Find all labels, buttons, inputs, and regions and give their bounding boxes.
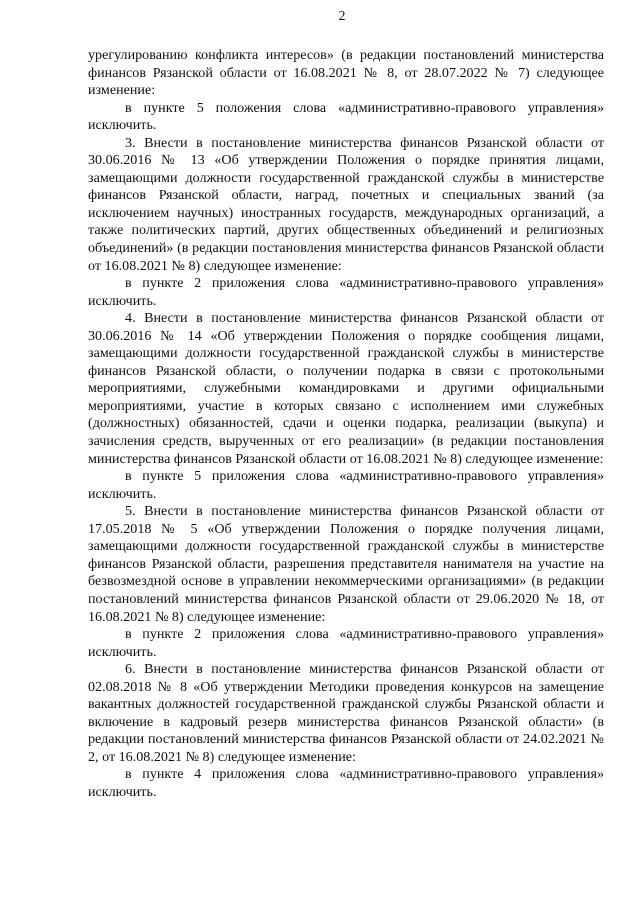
paragraph-6: в пункте 5 приложения слова «административно-правового управления» исключить.: [88, 468, 604, 502]
paragraph-1: урегулированию конфликта интересов» (в редакции постановлений министерства финансов Рязанской области от 16.08.2021 № 8, от 28.07.2022 № 7) следующее изменение:: [88, 47, 604, 99]
page-number: 2: [338, 9, 346, 24]
document-body: [88, 47, 604, 802]
paragraph-2: в пункте 5 положения слова «административно-правового управления» исключить.: [88, 99, 604, 134]
document-page: [88, 8, 604, 802]
paragraph-10: в пункте 4 приложения слова «административно-правового управления» исключить.: [88, 766, 604, 800]
paragraph-3: 3. Внести в постановление министерства финансов Рязанской области от 30.06.2016 № 13 «Об утверждении Положения о порядке принятия лицами, замещающими должности государственной гражданской службы в министерстве финансов Рязанской области, наград, почетных и специальных званий (за исключением научных) иностранных государств, международных организаций, а также политических партий, других общественных объединений и религиозных объединений» (в редакции постановления министерства финансов Рязанской области от 16.08.2021 № 8) следующее изменение:: [88, 134, 604, 274]
paragraph-5: 4. Внести в постановление министерства финансов Рязанской области от 30.06.2016 № 14 «Об утверждении Положения о порядке сообщения лицами, замещающими должности государственной гражданской службы в министерстве финансов Рязанской области, о получении подарка в связи с протокольными мероприятиями, служебными командировками и другими официальными мероприятиями, участие в которых связано с исполнением ими служебных (должностных) обязанностей, сдачи и оценки подарка, реализации (выкупа) и зачисления средств, вырученных от его реализации» (в редакции постановления министерства финансов Рязанской области от 16.08.2021 № 8) следующее изменение:: [88, 310, 604, 467]
paragraph-7: 5. Внести в постановление министерства финансов Рязанской области от 17.05.2018 № 5 «Об утверждении Положения о порядке получения лицами, замещающими должности государственной гражданской службы в министерстве финансов Рязанской области, разрешения представителя нанимателя на участие на безвозмездной основе в управлении некоммерческими организациями» (в редакции постановлений министерства финансов Рязанской области от 29.06.2020 № 18, от 16.08.2021 № 8) следующее изменение:: [88, 503, 604, 625]
paragraph-9: 6. Внести в постановление министерства финансов Рязанской области от 02.08.2018 № 8 «Об утверждении Методики проведения конкурсов на замещение вакантных должностей государственной гражданской службы Рязанской области и включение в кадровый резерв министерства финансов Рязанской области» (в редакции постановлений министерства финансов Рязанской области от 24.02.2021 № 2, от 16.08.2021 № 8) следующее изменение:: [88, 661, 604, 765]
paragraph-4: в пункте 2 приложения слова «административно-правового управления» исключить.: [88, 275, 604, 309]
paragraph-8: в пункте 2 приложения слова «административно-правового управления» исключить.: [88, 626, 604, 660]
